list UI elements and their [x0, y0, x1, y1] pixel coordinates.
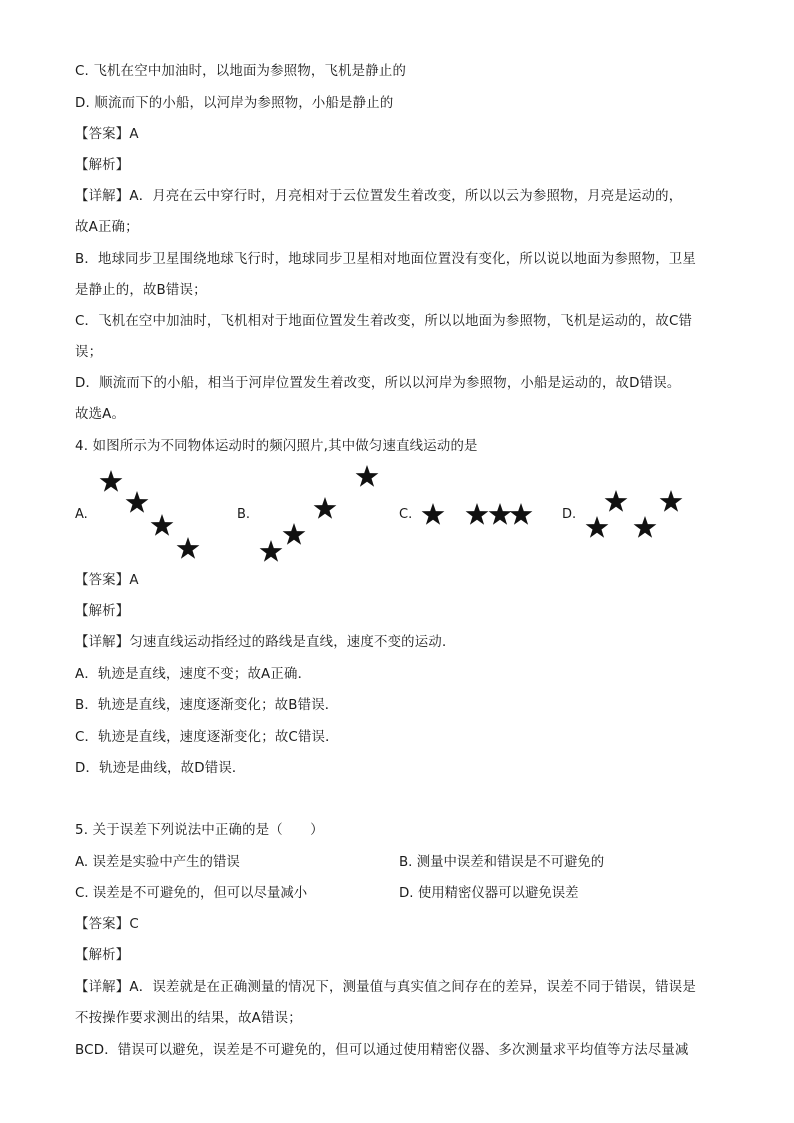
- star-icon: [586, 516, 609, 538]
- star-icon: [634, 516, 657, 538]
- q4-detail-c: C．轨迹是直线，速度逐渐变化；故C错误．: [75, 730, 339, 745]
- figure-a-stars: [100, 470, 200, 559]
- q3-analysis: 【解析】: [75, 158, 130, 173]
- q4-option-d-label: D.: [562, 507, 577, 522]
- star-icon: [151, 514, 174, 536]
- q3-option-d: D. 顺流而下的小船，以河岸为参照物，小船是静止的: [75, 96, 394, 111]
- q3-detail-a-2: 故A正确；: [75, 220, 139, 235]
- star-icon: [177, 537, 200, 559]
- star-icon: [660, 490, 683, 512]
- q5-stem: 5. 关于误差下列说法中正确的是（ ）: [75, 823, 324, 838]
- q4-detail-b: B．轨迹是直线，速度逐渐变化；故B错误．: [75, 698, 339, 713]
- figure-d-stars: [586, 490, 683, 538]
- q3-detail-a-1: 【详解】A．月亮在云中穿行时，月亮相对于云位置发生着改变，所以以云为参照物，月亮是运动的，: [75, 189, 683, 204]
- q3-detail-c-1: C．飞机在空中加油时，飞机相对于地面位置发生着改变，所以以地面为参照物，飞机是运动的，故C错: [75, 314, 693, 329]
- q4-detail-d: D．轨迹是曲线，故D错误．: [75, 761, 246, 776]
- q5-option-a: A. 误差是实验中产生的错误: [75, 855, 240, 870]
- q5-detail-a-2: 不按操作要求测出的结果，故A错误；: [75, 1011, 302, 1026]
- figure-c-stars: [422, 503, 533, 525]
- q4-option-c-label: C.: [399, 507, 413, 522]
- q4-option-b-label: B.: [237, 507, 251, 522]
- q5-detail-a-1: 【详解】A．误差就是在正确测量的情况下，测量值与真实值之间存在的差异，误差不同于错误，错误是: [75, 980, 696, 995]
- star-icon: [466, 503, 489, 525]
- q3-detail-b-1: B．地球同步卫星围绕地球飞行时，地球同步卫星相对地面位置没有变化，所以说以地面为参照物，卫星: [75, 252, 696, 267]
- star-icon: [126, 491, 149, 513]
- q3-detail-d: D．顺流而下的小船，相当于河岸位置发生着改变，所以以河岸为参照物，小船是运动的，故D错误。: [75, 376, 681, 391]
- q3-detail-b-2: 是静止的，故B错误；: [75, 283, 207, 298]
- q4-detail: 【详解】匀速直线运动指经过的路线是直线，速度不变的运动．: [75, 635, 456, 650]
- q3-detail-c-2: 误；: [75, 345, 103, 360]
- q5-option-b: B. 测量中误差和错误是不可避免的: [399, 855, 605, 870]
- q4-answer: 【答案】A: [75, 573, 139, 588]
- star-icon: [283, 523, 306, 545]
- q5-detail-bcd: BCD．错误可以避免，误差是不可避免的，但可以通过使用精密仪器、多次测量求平均值等方法尽量减: [75, 1043, 689, 1058]
- q4-stem: 4. 如图所示为不同物体运动时的频闪照片,其中做匀速直线运动的是: [75, 439, 478, 454]
- star-icon: [260, 540, 283, 562]
- star-icon: [422, 503, 445, 525]
- star-icon: [605, 490, 628, 512]
- star-icon: [489, 503, 512, 525]
- q3-conclusion: 故选A。: [75, 407, 126, 422]
- star-icon: [314, 497, 337, 519]
- q4-analysis: 【解析】: [75, 604, 130, 619]
- star-icon: [100, 470, 123, 492]
- star-icon: [510, 503, 533, 525]
- figure-b-stars: [260, 465, 379, 562]
- q5-option-d: D. 使用精密仪器可以避免误差: [399, 886, 579, 901]
- q4-option-a-label: A.: [75, 507, 88, 522]
- q5-option-c: C. 误差是不可避免的，但可以尽量减小: [75, 886, 308, 901]
- q3-answer: 【答案】A: [75, 127, 139, 142]
- star-icon: [356, 465, 379, 487]
- q5-analysis: 【解析】: [75, 948, 130, 963]
- q4-detail-a: A．轨迹是直线，速度不变；故A正确．: [75, 667, 312, 682]
- q5-answer: 【答案】C: [75, 917, 139, 932]
- q3-option-c: C. 飞机在空中加油时，以地面为参照物，飞机是静止的: [75, 64, 407, 79]
